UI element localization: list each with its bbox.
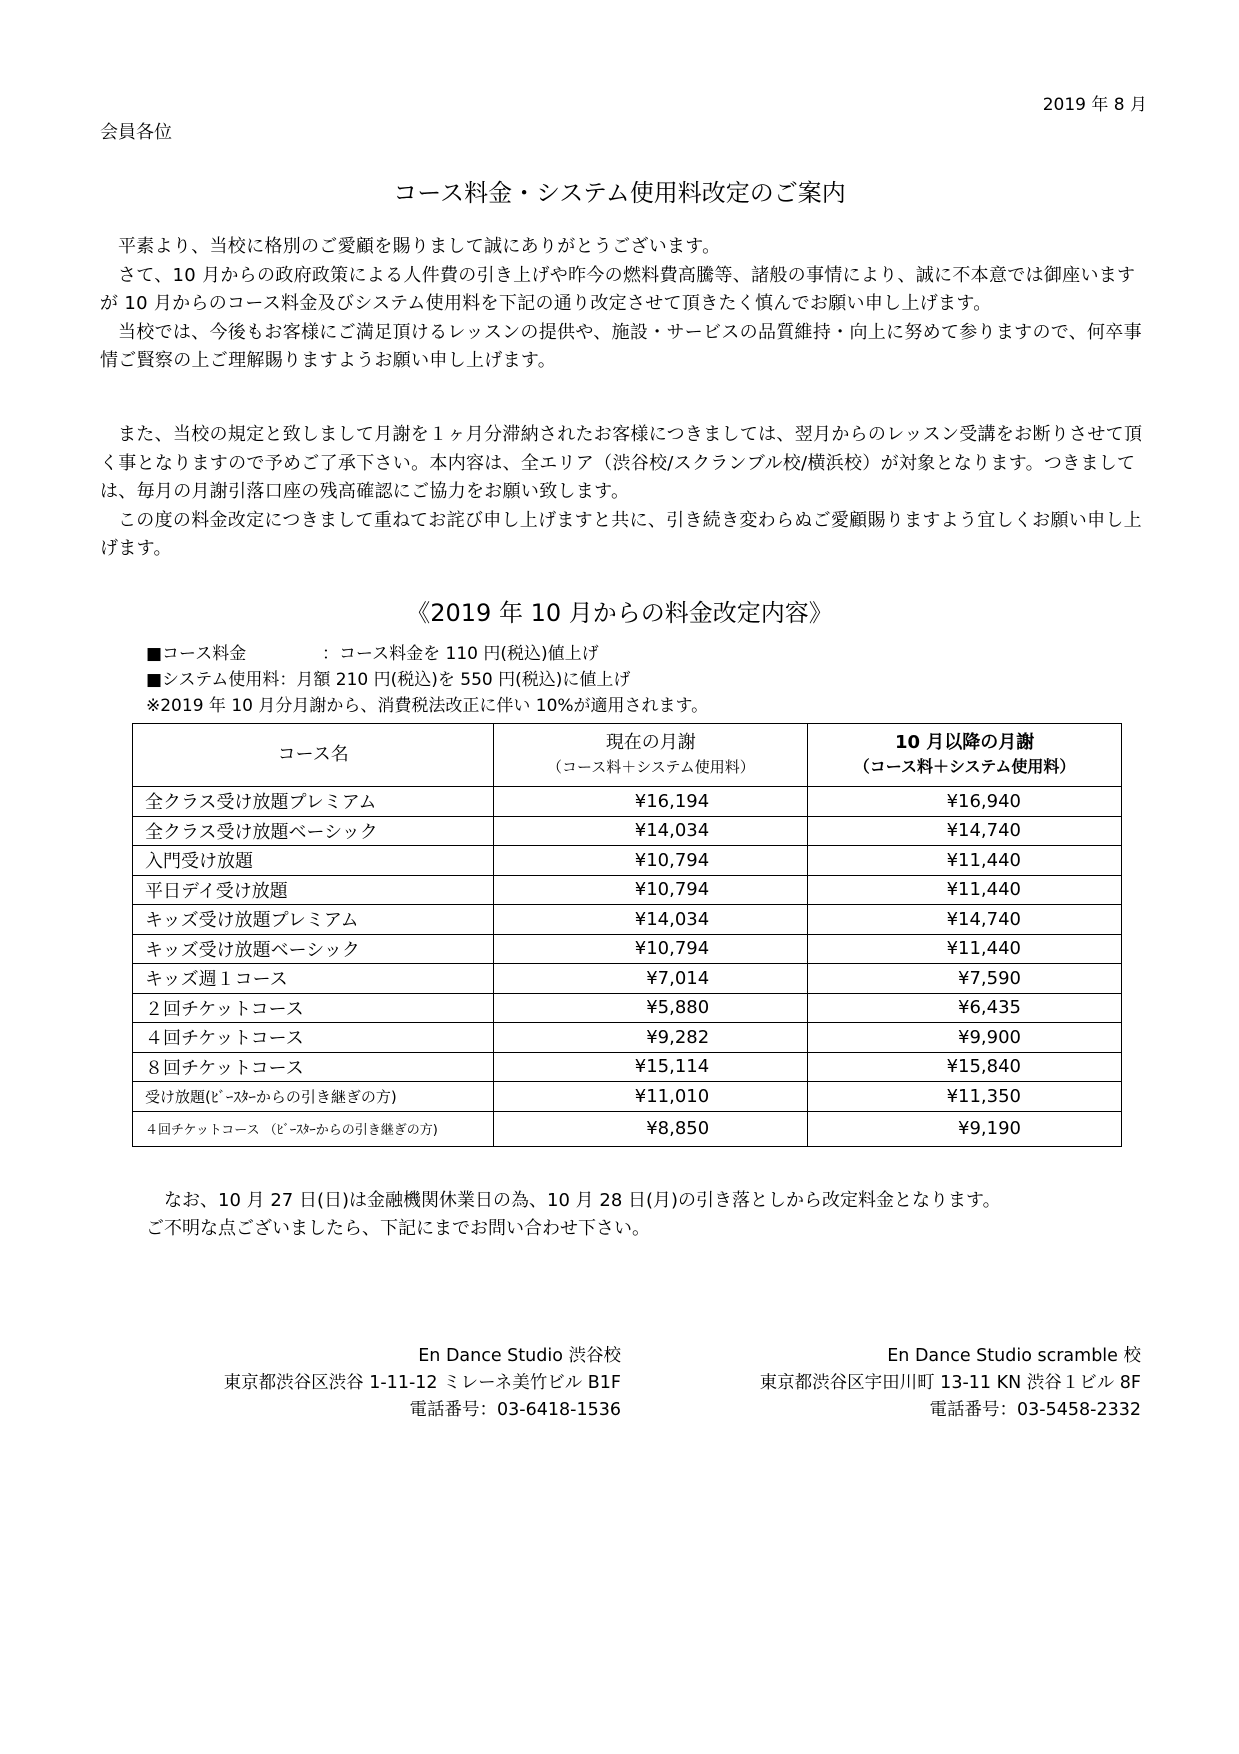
course-name-cell: ８回チケットコース <box>133 1052 494 1082</box>
current-fee-cell: ¥10,794 <box>494 875 808 905</box>
course-name-cell: 入門受け放題 <box>133 846 494 876</box>
document-date: 2019 年 8 月 <box>1042 95 1147 115</box>
intro-paragraph: さて、10 月からの政府政策による人件費の引き上げや昨今の燃料費高騰等、諸般の事情により、誠に不本意では御座いますが 10 月からのコース料金及びシステム使用料を下記の通り改定させて頂きたく慎んでお願い申し上げます。 <box>100 264 1136 314</box>
system-fee-note <box>146 667 708 693</box>
closing-line: ご不明な点ございましたら、下記にまでお問い合わせ下さい。 <box>146 1218 650 1239</box>
current-fee-cell: ¥10,794 <box>494 934 808 964</box>
notice-paragraph: また、当校の規定と致しまして月謝を１ヶ月分滞納されたお客様につきましては、翌月からのレッスン受講をお断りさせて頂く事となりますので予めご了承下さい。本内容は、全エリア（渋谷校/スクランブル校/横浜校）が対象となります。つきましては、毎月の月謝引落口座の残高確認にご協力をお願い致します。 <box>100 424 1143 502</box>
table-row <box>133 1023 1122 1053</box>
new-fee-cell: ¥11,440 <box>808 846 1122 876</box>
course-name-cell: ４回チケットコース （ﾋﾞｰｽﾀｰからの引き継ぎの方) <box>133 1111 494 1146</box>
studio-name: En Dance Studio 渋谷校 <box>418 1346 621 1366</box>
current-fee-cell: ¥5,880 <box>494 993 808 1023</box>
addressee: 会員各位 <box>100 122 172 143</box>
studio-address: 東京都渋谷区渋谷 1-11-12 ミレーネ美竹ビル B1F <box>223 1373 621 1393</box>
page-title: コース料金・システム使用料改定のご案内 <box>393 179 846 207</box>
fee-table <box>132 723 1122 1147</box>
studio-phone: 電話番号：03-6418-1536 <box>409 1400 621 1420</box>
table-row <box>133 964 1122 994</box>
tax-note: ※2019 年 10 月分月謝から、消費税法改正に伴い 10%が適用されます。 <box>146 696 709 716</box>
course-name-cell: キッズ受け放題ベーシック <box>133 934 494 964</box>
course-name-cell: ４回チケットコース <box>133 1023 494 1053</box>
course-name-cell: 全クラス受け放題ベーシック <box>133 816 494 846</box>
course-name-cell: 平日デイ受け放題 <box>133 875 494 905</box>
table-row <box>133 905 1122 935</box>
notice-section <box>100 421 1143 564</box>
new-fee-cell: ¥14,740 <box>808 816 1122 846</box>
table-row <box>133 787 1122 817</box>
current-fee-cell: ¥9,282 <box>494 1023 808 1053</box>
revision-title: 《2019 年 10 月からの料金改定内容》 <box>406 599 833 627</box>
studio-scramble-contact <box>760 1343 1141 1424</box>
course-fee-label: ■コース料金 <box>146 644 247 664</box>
table-row <box>133 1111 1122 1146</box>
course-name-cell: キッズ受け放題プレミアム <box>133 905 494 935</box>
table-row <box>133 1082 1122 1112</box>
closing-line: なお、10 月 27 日(日)は金融機関休業日の為、10 月 28 日(月)の引き落としから改定料金となります。 <box>164 1190 1001 1211</box>
table-row <box>133 993 1122 1023</box>
course-name-cell: ２回チケットコース <box>133 993 494 1023</box>
current-fee-cell: ¥7,014 <box>494 964 808 994</box>
new-fee-cell: ¥7,590 <box>808 964 1122 994</box>
new-fee-cell: ¥11,440 <box>808 934 1122 964</box>
table-row <box>133 875 1122 905</box>
studio-name: En Dance Studio scramble 校 <box>887 1346 1141 1366</box>
studio-phone: 電話番号：03-5458-2332 <box>929 1400 1141 1420</box>
new-fee-cell: ¥9,190 <box>808 1111 1122 1146</box>
new-fee-cell: ¥15,840 <box>808 1052 1122 1082</box>
studio-address: 東京都渋谷区宇田川町 13-11 KN 渋谷１ビル 8F <box>759 1373 1141 1393</box>
new-fee-cell: ¥6,435 <box>808 993 1122 1023</box>
table-header-row <box>133 724 1122 787</box>
current-fee-cell: ¥15,114 <box>494 1052 808 1082</box>
current-fee-cell: ¥10,794 <box>494 846 808 876</box>
course-fee-note <box>146 641 708 667</box>
current-fee-cell: ¥14,034 <box>494 905 808 935</box>
current-fee-column-header: 現在の月謝 （コース料＋システム使用料） <box>494 724 808 787</box>
intro-section <box>100 233 1143 376</box>
current-fee-cell: ¥8,850 <box>494 1111 808 1146</box>
intro-paragraph: 当校では、今後もお客様にご満足頂けるレッスンの提供や、施設・サービスの品質維持・向上に努めて参りますので、何卒事情ご賢察の上ご理解賜りますようお願い申し上げます。 <box>100 321 1142 371</box>
closing-section <box>146 1187 1001 1243</box>
table-row <box>133 934 1122 964</box>
current-fee-cell: ¥14,034 <box>494 816 808 846</box>
course-name-cell: キッズ週１コース <box>133 964 494 994</box>
course-column-header: コース名 <box>133 724 494 787</box>
new-fee-column-header: 10 月以降の月謝 （コース料＋システム使用料） <box>808 724 1122 787</box>
course-name-cell: 受け放題(ﾋﾞｰｽﾀｰからの引き継ぎの方) <box>133 1082 494 1112</box>
intro-paragraph: 平素より、当校に格別のご愛顧を賜りまして誠にありがとうございます。 <box>118 236 721 257</box>
new-fee-cell: ¥16,940 <box>808 787 1122 817</box>
new-fee-cell: ¥11,350 <box>808 1082 1122 1112</box>
system-fee-text: ：月額 210 円(税込)を 550 円(税込)に値上げ <box>279 670 631 690</box>
table-row <box>133 846 1122 876</box>
system-fee-label: ■システム使用料 <box>146 670 280 690</box>
revision-notes <box>146 641 708 719</box>
new-fee-cell: ¥11,440 <box>808 875 1122 905</box>
notice-paragraph: この度の料金改定につきまして重ねてお詫び申し上げますと共に、引き続き変わらぬご愛顧賜りますよう宜しくお願い申し上げます。 <box>100 509 1142 559</box>
new-fee-cell: ¥14,740 <box>808 905 1122 935</box>
course-name-cell: 全クラス受け放題プレミアム <box>133 787 494 817</box>
current-fee-cell: ¥16,194 <box>494 787 808 817</box>
new-fee-cell: ¥9,900 <box>808 1023 1122 1053</box>
table-row <box>133 816 1122 846</box>
course-fee-text: ：コース料金を 110 円(税込)値上げ <box>322 644 599 664</box>
studio-shibuya-contact <box>224 1343 621 1424</box>
current-fee-cell: ¥11,010 <box>494 1082 808 1112</box>
table-row <box>133 1052 1122 1082</box>
